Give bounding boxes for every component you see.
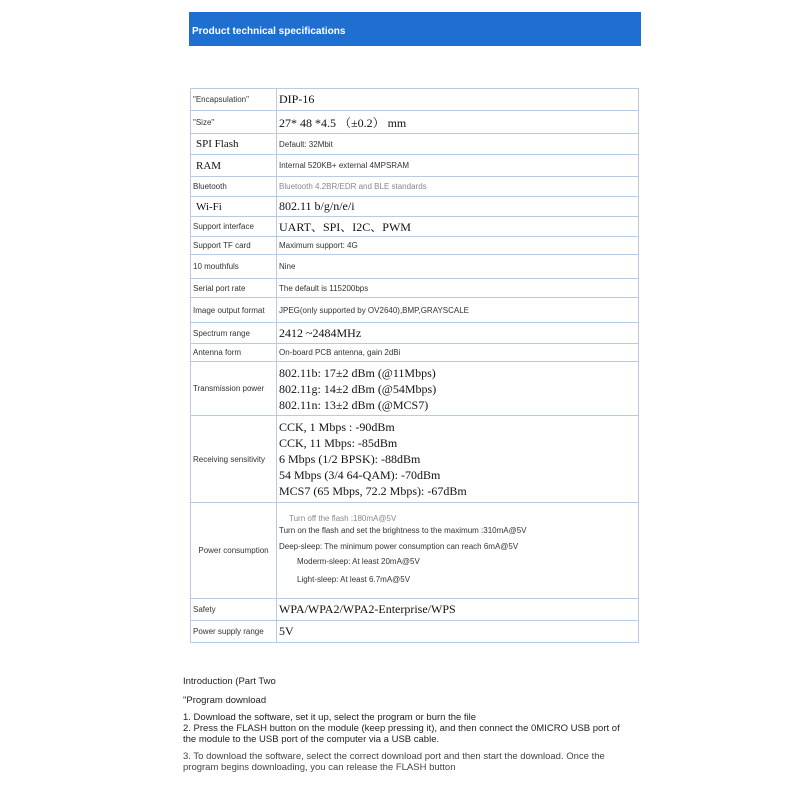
spec-row-power-consumption [191,503,639,599]
spec-row-image-format [191,298,639,323]
spec-value: DIP-16 [277,89,639,111]
spec-row-tf-card [191,237,639,255]
power-light-sleep: Light-sleep: At least 6.7mA@5V [297,574,411,584]
spec-table [190,88,639,643]
spec-value: 2412 ~2484MHz [277,323,639,344]
introduction-section [183,676,623,773]
spec-value: 802.11 b/g/n/e/i [277,197,639,217]
receiving-line: 6 Mbps (1/2 BPSK): -88dBm [279,452,421,466]
spec-row-antenna-form [191,344,639,362]
spec-value: Internal 520KB+ external 4MPSRAM [277,155,639,177]
power-flash-on: Turn on the flash and set the brightness to the maximum :310mA@5V [279,525,527,535]
power-deep-sleep: Deep-sleep: The minimum power consumption can reach 6mA@5V [279,541,519,551]
spec-value: WPA/WPA2/WPA2-Enterprise/WPS [277,599,639,621]
receiving-line: CCK, 1 Mbps : -90dBm [279,420,395,434]
transmission-line: 802.11b: 17±2 dBm (@11Mbps) [279,365,436,380]
spec-value: On-board PCB antenna, gain 2dBi [277,344,639,362]
spec-row-serial-port-rate [191,279,639,298]
spec-value-list [277,416,639,503]
spec-label: Receiving sensitivity [191,416,277,503]
spec-value: Default: 32Mbit [277,134,639,155]
spec-row-wifi [191,197,639,217]
spec-label: "Encapsulation" [191,89,277,111]
spec-label: "Size" [191,111,277,134]
spec-value: JPEG(only supported by OV2640),BMP,GRAYSCALE [277,298,639,323]
spec-value: 27* 48 *4.5 （±0.2） mm [277,111,639,134]
intro-heading: Introduction (Part Two [183,676,276,687]
spec-label: Serial port rate [191,279,277,298]
spec-label: Wi-Fi [191,197,277,217]
spec-value: Maximum support: 4G [277,237,639,255]
spec-label: Image output format [191,298,277,323]
intro-step-1: 1. Download the software, set it up, select the program or burn the file [183,712,477,723]
spec-header-banner [189,12,641,46]
spec-label: 10 mouthfuls [191,255,277,279]
spec-value: Bluetooth 4.2BR/EDR and BLE standards [277,177,639,197]
transmission-line: 802.11n: 13±2 dBm (@MCS7) [279,397,429,412]
spec-label: Bluetooth [191,177,277,197]
spec-label: Safety [191,599,277,621]
intro-subheading: "Program download [183,695,267,706]
spec-value-list [277,503,639,599]
spec-row-power-supply [191,621,639,643]
spec-label: RAM [191,155,277,177]
spec-row-mouthfuls [191,255,639,279]
spec-label: Spectrum range [191,323,277,344]
spec-label: Support interface [191,217,277,237]
spec-row-ram [191,155,639,177]
spec-row-transmission-power [191,362,639,416]
spec-row-encapsulation [191,89,639,111]
intro-step-3: 3. To download the software, select the correct download port and then start the download. Once the program begins downloading, you can release the FLASH button [183,751,605,773]
spec-label: SPI Flash [191,134,277,155]
transmission-line: 802.11g: 14±2 dBm (@54Mbps) [279,381,437,396]
spec-value-list [277,362,639,416]
spec-label: Power supply range [191,621,277,643]
receiving-line: MCS7 (65 Mbps, 72.2 Mbps): -67dBm [279,484,467,498]
spec-value: The default is 115200bps [277,279,639,298]
spec-row-safety [191,599,639,621]
spec-header-title: Product technical specifications [192,26,346,37]
intro-step-2: 2. Press the FLASH button on the module (keep pressing it), and then connect the 0MICRO USB port of the module to the USB port of the computer via a USB cable. [183,723,620,745]
power-modem-sleep: Moderm-sleep: At least 20mA@5V [297,556,420,566]
spec-label: Power consumption [191,503,277,599]
spec-row-bluetooth [191,177,639,197]
spec-row-spectrum-range [191,323,639,344]
spec-label: Support TF card [191,237,277,255]
receiving-line: 54 Mbps (3/4 64-QAM): -70dBm [279,468,441,482]
spec-value: Nine [277,255,639,279]
spec-row-support-interface [191,217,639,237]
spec-row-receiving-sensitivity [191,416,639,503]
spec-row-size [191,111,639,134]
spec-value: UART、SPI、I2C、PWM [277,217,639,237]
receiving-line: CCK, 11 Mbps: -85dBm [279,436,398,450]
power-flash-off: Turn off the flash :180mA@5V [289,513,397,523]
spec-label: Transmission power [191,362,277,416]
spec-value: 5V [277,621,639,643]
spec-label: Antenna form [191,344,277,362]
spec-row-spi-flash [191,134,639,155]
